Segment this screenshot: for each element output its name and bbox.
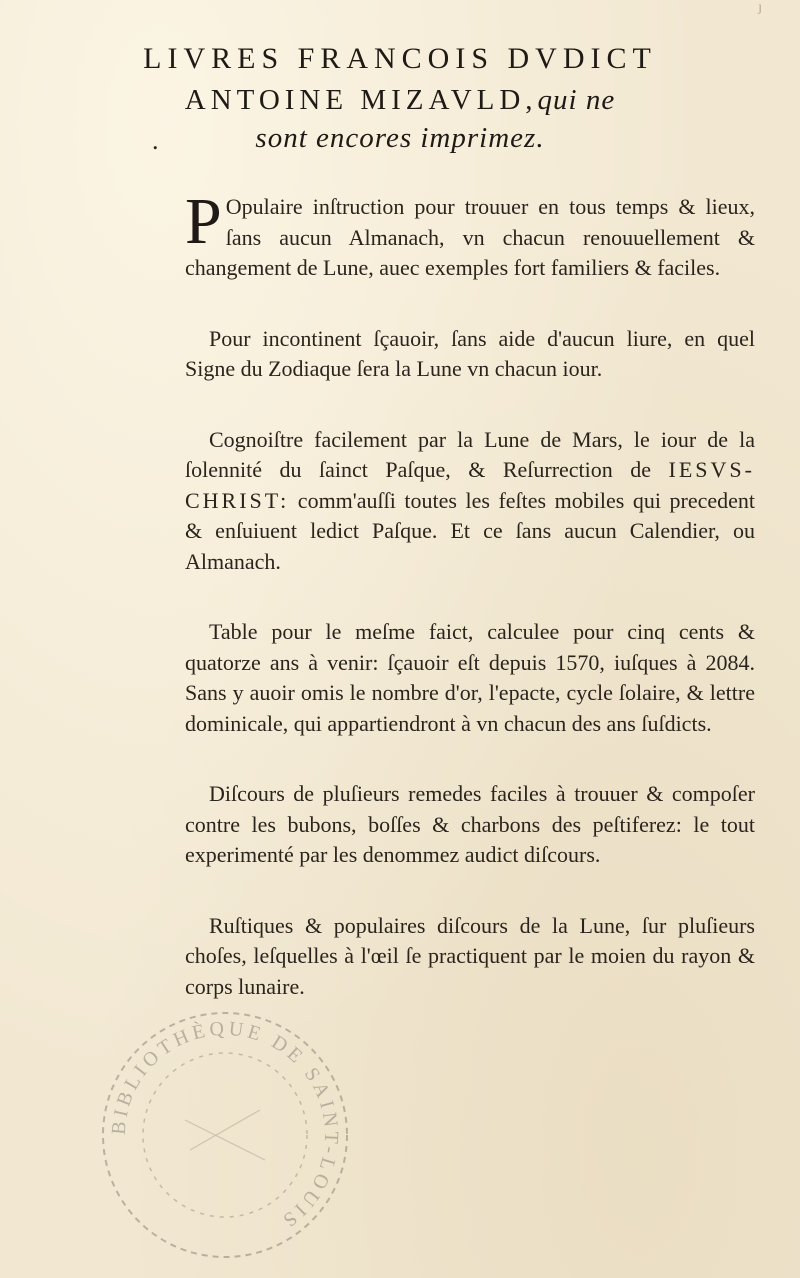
paragraph-6: Ruſtiques & populaires diſcours de la Lune, ſur pluſieurs choſes, leſquelles à l'œil ſe practiquent par le moien du rayon & corps lunaire. (185, 912, 755, 999)
paragraph-3 (185, 425, 755, 578)
paragraph-1-text: Opulaire inſtruction pour trouuer en tous temps & lieux, ſans aucun Almanach, vn chacun renouuellement & changement de Lune, auec exemples fort familiers & faciles. (185, 194, 755, 280)
drop-cap: P (185, 185, 222, 258)
paragraph-1 (185, 185, 755, 284)
paragraph-5: Diſcours de pluſieurs remedes faciles à trouuer & compoſer contre les bubons, boſſes & charbons des peſtiferez: le tout experimenté par les denommez audict diſcours. (185, 781, 755, 867)
stamp-text: BIBLIOTHÈQUE DE SAINT-LOUIS (107, 1017, 343, 1234)
title-line-1: LIVRES FRANCOIS DVDICT (143, 42, 657, 75)
paragraph-3-after: comm'auſſi toutes les feſtes mobiles qui precedent & enſuiuent ledict Paſque. Et ce ſans aucun Calendier, ou Almanach. (185, 487, 755, 574)
margin-dot: . (152, 126, 159, 155)
title-line-3: sont encores imprimez. (255, 122, 545, 154)
svg-text:BIBLIOTHÈQUE DE SAINT-LOUIS (108, 1018, 343, 1234)
library-stamp (90, 1000, 360, 1270)
book-list (185, 185, 755, 1042)
paragraph-3-before: Cognoiſtre facilement par la Lune de Mars, le iour de la ſolennité du ſainct Paſque, & Reſurrection de (185, 426, 755, 482)
corner-mark: ȷ (758, 0, 762, 15)
paragraph-3-name: IESVS-CHRIST: (185, 457, 755, 513)
title-line-2 (0, 84, 800, 117)
title-line-2-tail: qui ne (537, 84, 616, 116)
paragraph-2: Pour incontinent ſçauoir, ſans aide d'aucun liure, en quel Signe du Zodiaque ſera la Lune vn chacun iour. (185, 325, 755, 381)
author-name: ANTOINE MIZAVLD, (184, 84, 538, 116)
paragraph-4: Table pour le meſme faict, calculee pour cinq cents & quatorze ans à venir: ſçauoir eſt depuis 1570, iuſques à 2084. Sans y auoir omis le nombre d'or, l'epacte, cycle ſolaire, & lettre dominicale, qui appartiendront à vn chacun des ans ſuſdicts. (185, 619, 755, 736)
